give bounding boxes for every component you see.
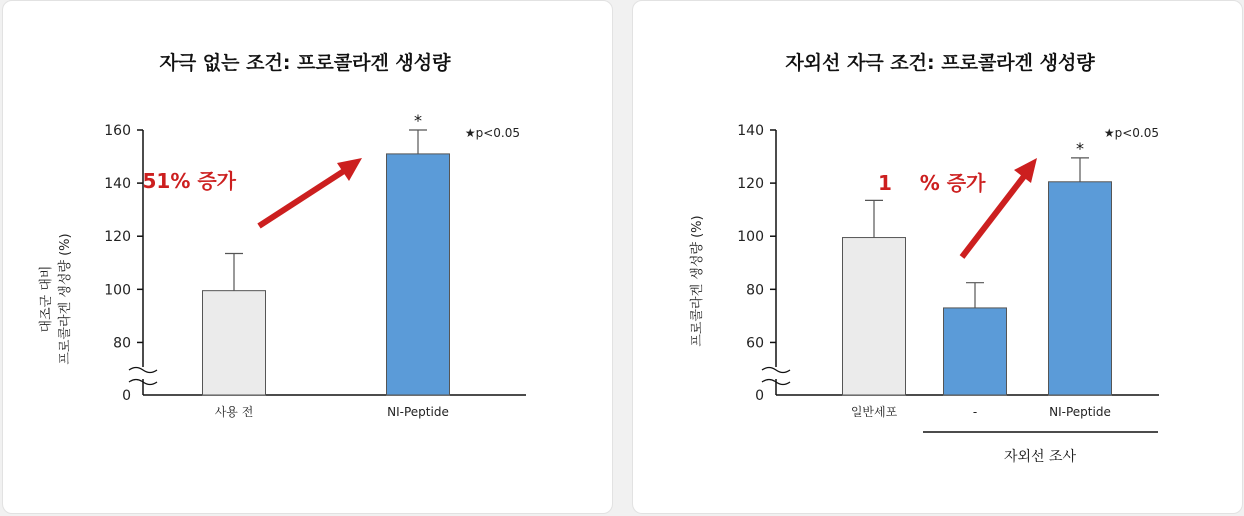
plot-area (104, 111, 526, 419)
significance-star: * (1076, 138, 1084, 158)
axis-break-mark (129, 368, 157, 373)
y-tick-label: 100 (104, 282, 131, 299)
y-tick-label: 100 (737, 229, 764, 246)
bar (843, 238, 906, 395)
chart-panel-right (632, 0, 1243, 514)
significance-note: ★p<0.05 (1103, 126, 1159, 140)
category-label: 사용 전 (214, 405, 254, 419)
increase-annotation: 51% 증가 (142, 169, 236, 193)
bar (1049, 182, 1112, 395)
y-tick-label: 60 (746, 335, 764, 352)
category-label: - (972, 405, 978, 419)
y-tick-label: 140 (104, 176, 131, 193)
y-tick-label: 140 (737, 123, 764, 139)
category-label: NI-Peptide (387, 405, 449, 419)
y-tick-label: 0 (122, 388, 131, 404)
y-axis-label: 프로콜라겐 생성량 (%) (690, 215, 705, 347)
group-label: 자외선 조사 (1003, 449, 1077, 465)
y-tick-label: 120 (104, 229, 131, 246)
chart-title: 자극 없는 조건: 프로콜라겐 생성량 (159, 52, 451, 74)
y-tick-label: 160 (104, 123, 131, 139)
y-tick-label: 0 (755, 388, 764, 404)
category-label: 일반세포 (850, 405, 898, 419)
chart-title: 자외선 자극 조건: 프로콜라겐 생성량 (785, 52, 1095, 74)
increase-arrow (259, 158, 362, 226)
y-tick-label: 80 (746, 282, 764, 299)
increase-annotation: 1 % 증가 (878, 171, 986, 195)
bar (203, 291, 266, 395)
bar (944, 308, 1007, 395)
y-axis-label-line2: 프로콜라겐 생성량 (%) (58, 233, 73, 365)
y-tick-label: 80 (113, 335, 131, 352)
category-label: NI-Peptide (1049, 405, 1111, 419)
y-axis-label-line1: 대조군 대비 (39, 265, 54, 333)
significance-note: ★p<0.05 (464, 126, 520, 140)
plot-area (737, 123, 1159, 419)
chart-panel-left (2, 0, 613, 514)
chart-left (3, 1, 613, 514)
axis-break-mark (762, 368, 790, 373)
y-tick-label: 120 (737, 176, 764, 193)
significance-star: * (414, 111, 422, 130)
chart-right (633, 1, 1243, 514)
bar (387, 154, 450, 395)
